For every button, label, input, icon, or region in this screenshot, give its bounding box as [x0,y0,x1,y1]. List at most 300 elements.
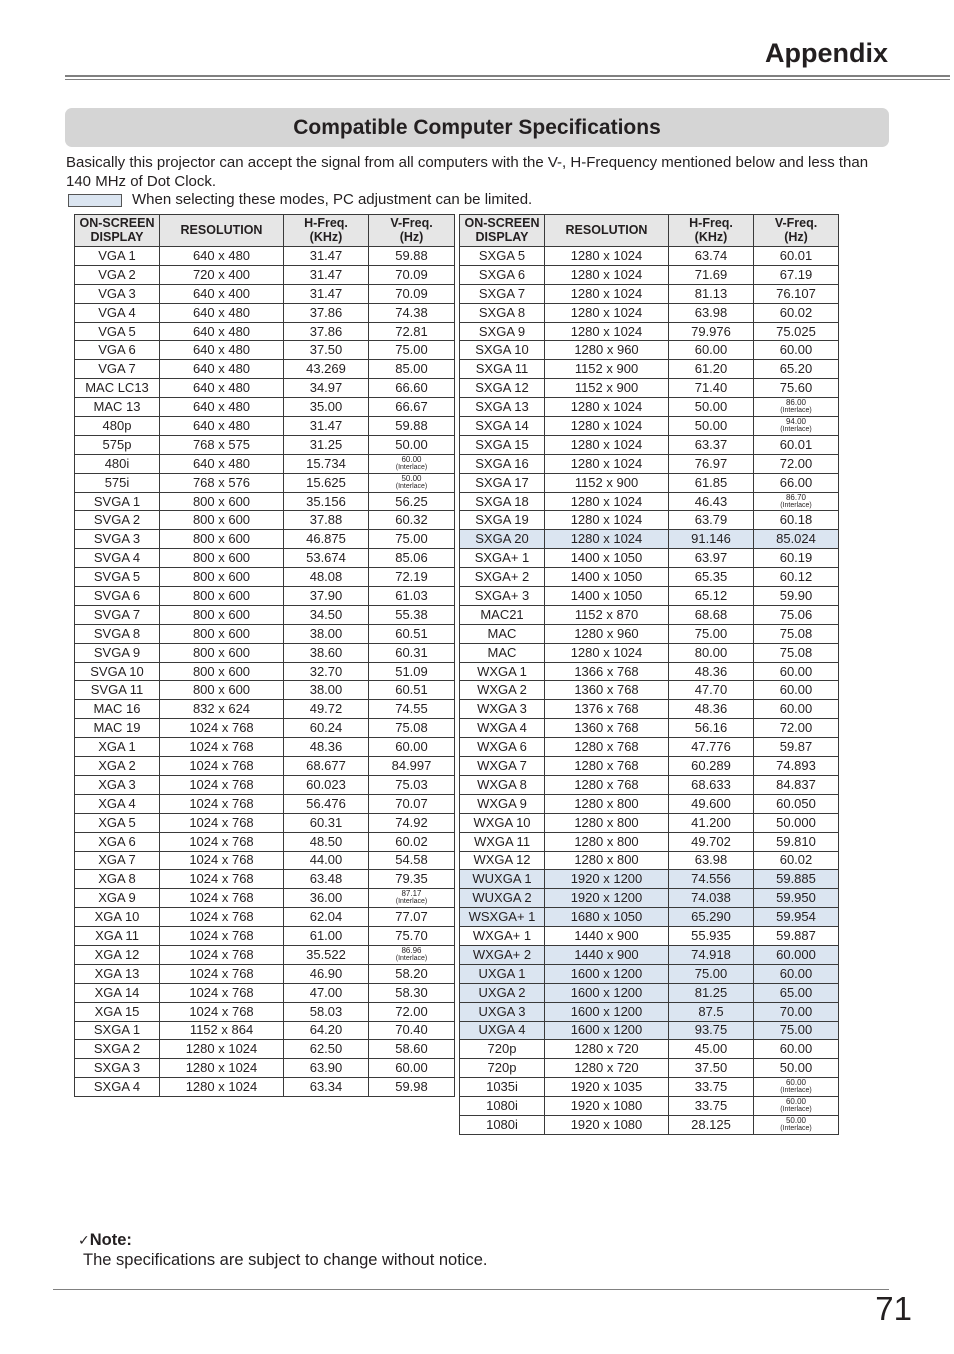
v-freq-cell: 66.60 [369,379,455,398]
footer-rule [53,1289,889,1290]
table-row [75,379,455,398]
resolution-cell: 1280 x 768 [545,738,669,757]
v-freq-cell: 59.810 [754,832,839,851]
table-row [75,927,455,946]
header-line: (Hz) [784,229,808,244]
display-cell: SVGA 11 [75,681,160,700]
v-freq-cell: 75.60 [754,379,839,398]
header-v-freq [369,215,455,247]
table-row [460,719,839,738]
table-row [75,832,455,851]
h-freq-cell: 48.50 [284,832,369,851]
display-cell: WXGA 10 [460,813,545,832]
spec-table-left [74,214,455,1097]
resolution-cell: 1400 x 1050 [545,587,669,606]
h-freq-cell: 60.289 [669,757,754,776]
display-cell: XGA 9 [75,889,160,908]
table-row [460,303,839,322]
resolution-cell: 1024 x 768 [160,908,284,927]
table-row [75,587,455,606]
display-cell: XGA 6 [75,832,160,851]
table-row [460,1115,839,1134]
h-freq-cell: 61.20 [669,360,754,379]
display-cell: WSXGA+ 1 [460,908,545,927]
resolution-cell: 1366 x 768 [545,662,669,681]
h-freq-cell: 81.13 [669,284,754,303]
h-freq-cell: 61.85 [669,473,754,492]
resolution-cell: 1440 x 900 [545,945,669,964]
h-freq-cell: 76.97 [669,454,754,473]
display-cell: SVGA 6 [75,587,160,606]
resolution-cell: 800 x 600 [160,681,284,700]
interlace-label: (Interlace) [780,1106,812,1114]
h-freq-cell: 37.90 [284,587,369,606]
resolution-cell: 720 x 400 [160,265,284,284]
h-freq-cell: 33.75 [669,1097,754,1116]
legend [68,191,532,209]
v-freq-value: 86.00 [785,398,807,408]
v-freq-cell: 72.00 [754,454,839,473]
h-freq-cell: 37.50 [669,1059,754,1078]
table-row [460,700,839,719]
table-row [75,530,455,549]
h-freq-cell: 63.97 [669,549,754,568]
h-freq-cell: 37.50 [284,341,369,360]
display-cell: SXGA 7 [460,284,545,303]
table-row [75,605,455,624]
v-freq-value: 60.00 [785,1078,807,1088]
header-line: (Hz) [399,229,424,244]
display-cell: MAC 13 [75,398,160,417]
table-row [75,643,455,662]
table-row [460,379,839,398]
checkmark-icon [78,1233,90,1249]
header-resolution [545,215,669,247]
display-cell: MAC 16 [75,700,160,719]
header-display [460,215,545,247]
h-freq-cell: 60.00 [669,341,754,360]
resolution-cell: 640 x 480 [160,303,284,322]
v-freq-cell: 60.00 [369,1059,455,1078]
display-cell: XGA 10 [75,908,160,927]
v-freq-cell: 59.887 [754,927,839,946]
resolution-cell: 1024 x 768 [160,851,284,870]
display-cell: UXGA 3 [460,1002,545,1021]
display-cell: VGA 5 [75,322,160,341]
header-line: DISPLAY [90,229,144,244]
h-freq-cell: 38.00 [284,681,369,700]
resolution-cell: 1920 x 1200 [545,870,669,889]
resolution-cell: 640 x 480 [160,247,284,266]
resolution-cell: 1024 x 768 [160,775,284,794]
resolution-cell: 1024 x 768 [160,945,284,964]
table-row [460,927,839,946]
table-row [75,568,455,587]
resolution-cell: 1280 x 720 [545,1040,669,1059]
resolution-cell: 1024 x 768 [160,794,284,813]
h-freq-cell: 65.35 [669,568,754,587]
v-freq-cell: 75.00 [369,341,455,360]
h-freq-cell: 38.00 [284,624,369,643]
v-freq-cell: 66.00 [754,473,839,492]
h-freq-cell: 79.976 [669,322,754,341]
resolution-cell: 1920 x 1080 [545,1097,669,1116]
resolution-cell: 800 x 600 [160,549,284,568]
display-cell: SXGA 13 [460,398,545,417]
resolution-cell: 1280 x 768 [545,757,669,776]
h-freq-cell: 35.522 [284,945,369,964]
v-freq-cell: 60.12 [754,568,839,587]
interlace-label: (Interlace) [395,463,428,471]
v-freq-cell: 77.07 [369,908,455,927]
resolution-cell: 1280 x 1024 [545,303,669,322]
v-freq-cell: 51.09 [369,662,455,681]
header-line: H-Freq. [304,216,348,230]
table-row [75,908,455,927]
table-row [460,851,839,870]
h-freq-cell: 37.86 [284,322,369,341]
h-freq-cell: 63.48 [284,870,369,889]
table-row [460,794,839,813]
display-cell: XGA 1 [75,738,160,757]
resolution-cell: 1400 x 1050 [545,549,669,568]
table-row [75,719,455,738]
resolution-cell: 1280 x 1024 [545,454,669,473]
table-row [75,1040,455,1059]
table-row [460,511,839,530]
v-freq-cell: 74.893 [754,757,839,776]
h-freq-cell: 46.90 [284,964,369,983]
v-freq-cell: 60.01 [754,247,839,266]
v-freq-cell: 50.00 [754,1059,839,1078]
display-cell: XGA 5 [75,813,160,832]
v-freq-cell: 60.00 [369,738,455,757]
display-cell: SXGA 9 [460,322,545,341]
h-freq-cell: 15.734 [284,454,369,473]
note-label: Note: [89,1231,132,1249]
resolution-cell: 1600 x 1200 [545,1002,669,1021]
resolution-cell: 1280 x 1024 [545,435,669,454]
interlace-label: (Interlace) [395,898,428,906]
h-freq-cell: 35.00 [284,398,369,417]
table-row [460,643,839,662]
resolution-cell: 1280 x 1024 [545,284,669,303]
h-freq-cell: 68.677 [284,757,369,776]
v-freq-cell [754,492,839,511]
interlace-label: (Interlace) [395,482,428,490]
display-cell: SXGA 11 [460,360,545,379]
table-row [75,284,455,303]
display-cell: WXGA 4 [460,719,545,738]
table-row [75,1078,455,1097]
resolution-cell: 1440 x 900 [545,927,669,946]
h-freq-cell: 33.75 [669,1078,754,1097]
display-cell: SXGA 5 [460,247,545,266]
h-freq-cell: 60.24 [284,719,369,738]
v-freq-cell: 75.03 [369,775,455,794]
v-freq-cell: 72.81 [369,322,455,341]
display-cell: WXGA 9 [460,794,545,813]
h-freq-cell: 34.97 [284,379,369,398]
display-cell: VGA 2 [75,265,160,284]
table-row [460,284,839,303]
resolution-cell: 1600 x 1200 [545,1021,669,1040]
table-row [460,247,839,266]
display-cell: XGA 8 [75,870,160,889]
v-freq-value: 94.00 [785,417,807,427]
v-freq-cell: 70.09 [369,284,455,303]
h-freq-cell: 49.702 [669,832,754,851]
resolution-cell: 1024 x 768 [160,813,284,832]
h-freq-cell: 74.918 [669,945,754,964]
table-row [75,964,455,983]
h-freq-cell: 63.98 [669,303,754,322]
resolution-cell: 1280 x 800 [545,832,669,851]
table-row [460,1097,839,1116]
resolution-cell: 640 x 480 [160,360,284,379]
resolution-cell: 1280 x 1024 [545,398,669,417]
table-row [75,889,455,908]
h-freq-cell: 48.36 [669,700,754,719]
h-freq-cell: 43.269 [284,360,369,379]
h-freq-cell: 64.20 [284,1021,369,1040]
v-freq-cell [369,454,455,473]
v-freq-cell: 85.024 [754,530,839,549]
table-row [460,322,839,341]
h-freq-cell: 68.68 [669,605,754,624]
v-freq-cell: 59.87 [754,738,839,757]
h-freq-cell: 48.36 [284,738,369,757]
h-freq-cell: 65.290 [669,908,754,927]
resolution-cell: 640 x 400 [160,284,284,303]
display-cell: VGA 4 [75,303,160,322]
h-freq-cell: 81.25 [669,983,754,1002]
table-row [460,587,839,606]
page-number: 71 [875,1290,912,1327]
table-row [460,662,839,681]
v-freq-cell: 60.01 [754,435,839,454]
resolution-cell: 640 x 480 [160,398,284,417]
h-freq-cell: 60.31 [284,813,369,832]
table-row [75,265,455,284]
v-freq-cell: 75.08 [754,643,839,662]
v-freq-cell [754,398,839,417]
legend-text: When selecting these modes, PC adjustment can be limited. [132,191,533,208]
table-row [460,964,839,983]
resolution-cell: 1024 x 768 [160,964,284,983]
display-cell: SVGA 8 [75,624,160,643]
h-freq-cell: 31.47 [284,265,369,284]
table-row [460,775,839,794]
h-freq-cell: 68.633 [669,775,754,794]
display-cell: 575i [75,473,160,492]
table-row [460,1002,839,1021]
display-cell: SVGA 1 [75,492,160,511]
display-cell: SXGA+ 2 [460,568,545,587]
h-freq-cell: 15.625 [284,473,369,492]
resolution-cell: 640 x 480 [160,454,284,473]
table-row [75,775,455,794]
h-freq-cell: 46.43 [669,492,754,511]
display-cell: MAC 19 [75,719,160,738]
resolution-cell: 1600 x 1200 [545,983,669,1002]
h-freq-cell: 31.25 [284,435,369,454]
v-freq-cell: 72.19 [369,568,455,587]
h-freq-cell: 37.88 [284,511,369,530]
v-freq-cell: 75.08 [754,624,839,643]
table-row [460,1021,839,1040]
v-freq-value: 87.17 [401,889,422,899]
display-cell: UXGA 1 [460,964,545,983]
v-freq-cell: 85.00 [369,360,455,379]
header-h-freq [669,215,754,247]
resolution-cell: 1600 x 1200 [545,964,669,983]
v-freq-cell: 60.00 [754,681,839,700]
v-freq-cell: 60.19 [754,549,839,568]
resolution-cell: 1280 x 960 [545,624,669,643]
table-row [75,417,455,436]
resolution-cell: 1280 x 1024 [545,247,669,266]
header-line: DISPLAY [475,229,529,244]
v-freq-cell: 60.02 [369,832,455,851]
h-freq-cell: 63.79 [669,511,754,530]
v-freq-cell: 74.92 [369,813,455,832]
v-freq-cell: 70.09 [369,265,455,284]
header-line: ON-SCREEN [464,216,540,230]
table-row [75,492,455,511]
h-freq-cell: 35.156 [284,492,369,511]
h-freq-cell: 63.90 [284,1059,369,1078]
h-freq-cell: 46.875 [284,530,369,549]
resolution-cell: 1152 x 870 [545,605,669,624]
resolution-cell: 640 x 480 [160,379,284,398]
display-cell: SVGA 2 [75,511,160,530]
header-h-freq [284,215,369,247]
display-cell: SXGA 17 [460,473,545,492]
h-freq-cell: 48.08 [284,568,369,587]
h-freq-cell: 47.776 [669,738,754,757]
table-row [75,322,455,341]
h-freq-cell: 50.00 [669,417,754,436]
v-freq-cell: 59.88 [369,247,455,266]
header-line: H-Freq. [689,216,733,230]
resolution-cell: 1024 x 768 [160,832,284,851]
display-cell: SXGA 6 [460,265,545,284]
table-row [75,813,455,832]
table-body [75,215,455,1097]
table-row [460,530,839,549]
resolution-cell: 1920 x 1035 [545,1078,669,1097]
header-line: (KHz) [309,229,343,244]
resolution-cell: 1280 x 1024 [545,265,669,284]
resolution-cell: 1280 x 1024 [545,530,669,549]
table-row [460,624,839,643]
table-row [75,398,455,417]
display-cell: SVGA 4 [75,549,160,568]
display-cell: 1080i [460,1097,545,1116]
display-cell: WXGA 8 [460,775,545,794]
display-cell: WXGA 2 [460,681,545,700]
table-row [460,398,839,417]
table-row [75,473,455,492]
v-freq-cell: 60.51 [369,624,455,643]
display-cell: SVGA 10 [75,662,160,681]
v-freq-cell: 60.51 [369,681,455,700]
header-rule [65,75,950,77]
h-freq-cell: 74.038 [669,889,754,908]
h-freq-cell: 31.47 [284,247,369,266]
v-freq-cell: 79.35 [369,870,455,889]
display-cell: UXGA 2 [460,983,545,1002]
table-row [460,568,839,587]
resolution-cell: 1280 x 800 [545,813,669,832]
resolution-cell: 1024 x 768 [160,1002,284,1021]
h-freq-cell: 63.74 [669,247,754,266]
table-row [75,681,455,700]
v-freq-cell: 75.025 [754,322,839,341]
table-header-row [460,215,839,247]
h-freq-cell: 58.03 [284,1002,369,1021]
table-row [75,1021,455,1040]
v-freq-cell: 65.20 [754,360,839,379]
h-freq-cell: 41.200 [669,813,754,832]
table-row [75,303,455,322]
resolution-cell: 640 x 480 [160,341,284,360]
display-cell: WXGA+ 1 [460,927,545,946]
display-cell: MAC21 [460,605,545,624]
display-cell: SXGA 10 [460,341,545,360]
display-cell: MAC [460,643,545,662]
v-freq-cell: 75.70 [369,927,455,946]
display-cell: XGA 13 [75,964,160,983]
resolution-cell: 640 x 480 [160,417,284,436]
table-row [75,870,455,889]
table-row [460,435,839,454]
table-row [460,454,839,473]
resolution-cell: 1152 x 900 [545,379,669,398]
table-row [460,492,839,511]
h-freq-cell: 55.935 [669,927,754,946]
v-freq-cell: 61.03 [369,587,455,606]
table-row [460,738,839,757]
resolution-cell: 1024 x 768 [160,983,284,1002]
resolution-cell: 1280 x 1024 [545,511,669,530]
resolution-cell: 800 x 600 [160,624,284,643]
h-freq-cell: 37.86 [284,303,369,322]
table-row [460,681,839,700]
v-freq-cell: 59.98 [369,1078,455,1097]
v-freq-cell: 54.58 [369,851,455,870]
v-freq-value: 60.00 [785,1097,807,1107]
h-freq-cell: 34.50 [284,605,369,624]
h-freq-cell: 61.00 [284,927,369,946]
v-freq-cell: 60.32 [369,511,455,530]
display-cell: WXGA 3 [460,700,545,719]
v-freq-cell: 75.00 [754,1021,839,1040]
display-cell: VGA 1 [75,247,160,266]
resolution-cell: 1024 x 768 [160,738,284,757]
display-cell: XGA 12 [75,945,160,964]
resolution-cell: 1280 x 1024 [545,643,669,662]
v-freq-cell: 85.06 [369,549,455,568]
interlace-label: (Interlace) [780,501,812,509]
resolution-cell: 1400 x 1050 [545,568,669,587]
display-cell: SXGA 20 [460,530,545,549]
resolution-cell: 800 x 600 [160,605,284,624]
display-cell: WXGA 1 [460,662,545,681]
table-row [460,1059,839,1078]
table-row [75,624,455,643]
